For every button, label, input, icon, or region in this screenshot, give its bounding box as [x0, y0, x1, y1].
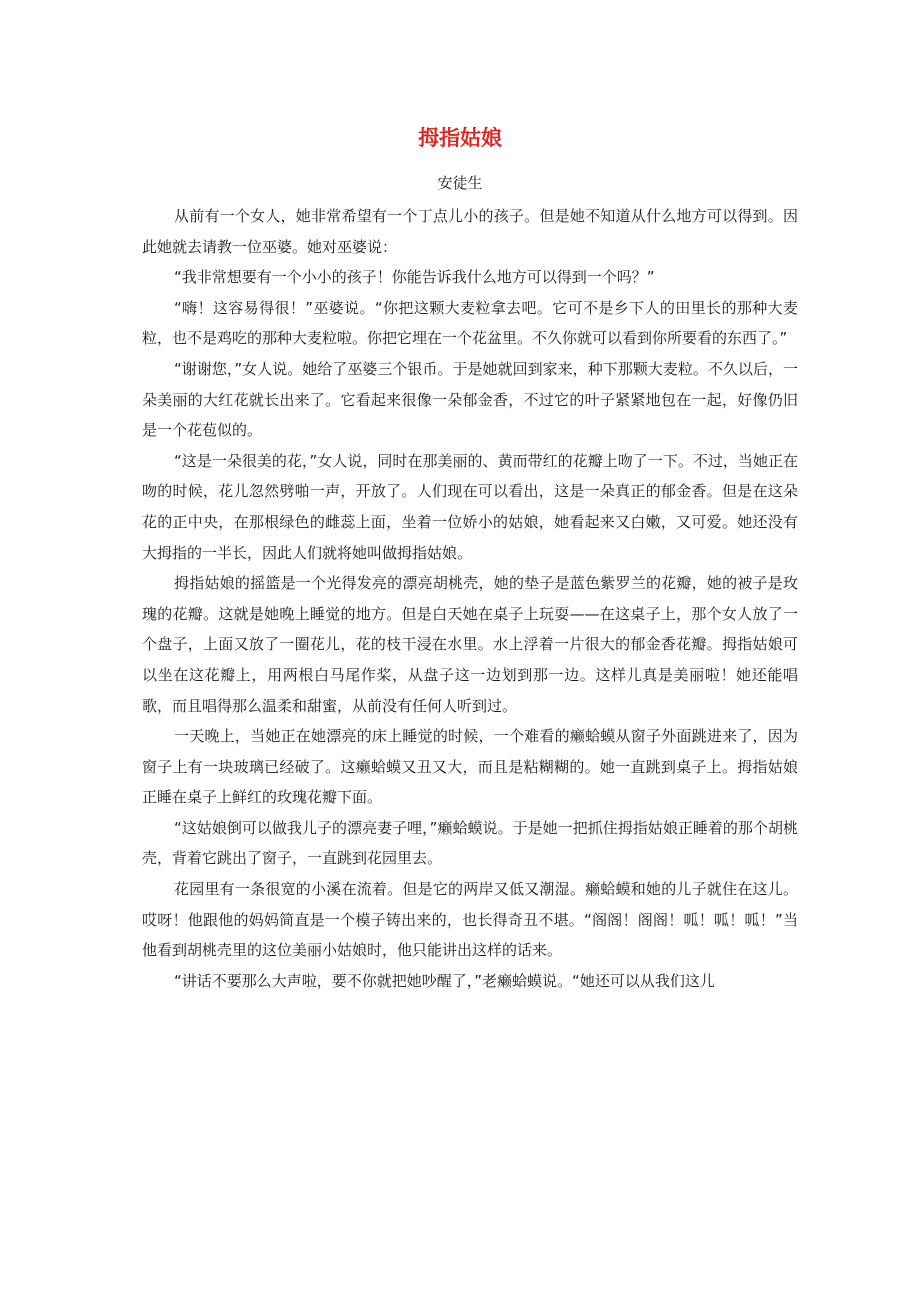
document-body [142, 201, 798, 996]
paragraph: “这姑娘倒可以做我儿子的漂亮妻子哩，”癞蛤蟆说。于是她一把抓住拇指姑娘正睡着的那个胡桃壳，背着它跳出了窗子，一直跳到花园里去。 [142, 818, 798, 868]
paragraph: “嗨！这容易得很！”巫婆说。“你把这颗大麦粒拿去吧。它可不是乡下人的田里长的那种大麦粒，也不是鸡吃的那种大麦粒啦。你把它埋在一个花盆里。不久你就可以看到你所要看的东西了。” [142, 298, 798, 348]
paragraph: “这是一朵很美的花，”女人说，同时在那美丽的、黄而带红的花瓣上吻了一下。不过，当她正在吻的时候，花儿忽然劈啪一声，开放了。人们现在可以看出，这是一朵真正的郁金香。但是在这朵花的正中央，在那根绿色的雌蕊上面，坐着一位娇小的姑娘，她看起来又白嫩，又可爱。她还没有大拇指的一半长，因此人们就将她叫做拇指姑娘。 [142, 451, 798, 562]
paragraph: 花园里有一条很宽的小溪在流着。但是它的两岸又低又潮湿。癞蛤蟆和她的儿子就住在这儿。哎呀！他跟他的妈妈简直是一个模子铸出来的，也长得奇丑不堪。“阁阁！阁阁！呱！呱！呱！”当他看到胡桃壳里的这位美丽小姑娘时，他只能讲出这样的话来。 [142, 880, 798, 960]
document-title: 拇指姑娘 [418, 126, 502, 150]
paragraph: “讲话不要那么大声啦，要不你就把她吵醒了，”老癞蛤蟆说。“她还可以从我们这儿 [174, 971, 715, 990]
paragraph: “谢谢您，”女人说。她给了巫婆三个银币。于是她就回到家来，种下那颗大麦粒。不久以后，一朵美丽的大红花就长出来了。它看起来很像一朵郁金香，不过它的叶子紧紧地包在一起，好像仍旧是一个花苞似的。 [142, 359, 798, 440]
document-author: 安徒生 [437, 174, 483, 192]
paragraph: “我非常想要有一个小小的孩子！你能告诉我什么地方可以得到一个吗？” [174, 268, 655, 287]
paragraph: 拇指姑娘的摇篮是一个光得发亮的漂亮胡桃壳，她的垫子是蓝色紫罗兰的花瓣，她的被子是玫瑰的花瓣。这就是她晚上睡觉的地方。但是白天她在桌子上玩耍——在这桌子上，那个女人放了一个盘子，上面又放了一圈花儿，花的枝干浸在水里。水上浮着一片很大的郁金香花瓣。拇指姑娘可以坐在这花瓣上，用两根白马尾作桨，从盘子这一边划到那一边。这样儿真是美丽啦！她还能唱歌，而且唱得那么温柔和甜蜜，从前没有任何人听到过。 [142, 574, 798, 715]
paragraph: 一天晚上，当她正在她漂亮的床上睡觉的时候，一个难看的癞蛤蟆从窗子外面跳进来了，因为窗子上有一块玻璃已经破了。这癞蛤蟆又丑又大，而且是粘糊糊的。她一直跳到桌子上。拇指姑娘正睡在桌子上鲜红的玫瑰花瓣下面。 [142, 727, 798, 807]
paragraph: 从前有一个女人，她非常希望有一个丁点儿小的孩子。但是她不知道从什么地方可以得到。因此她就去请教一位巫婆。她对巫婆说： [142, 207, 798, 256]
